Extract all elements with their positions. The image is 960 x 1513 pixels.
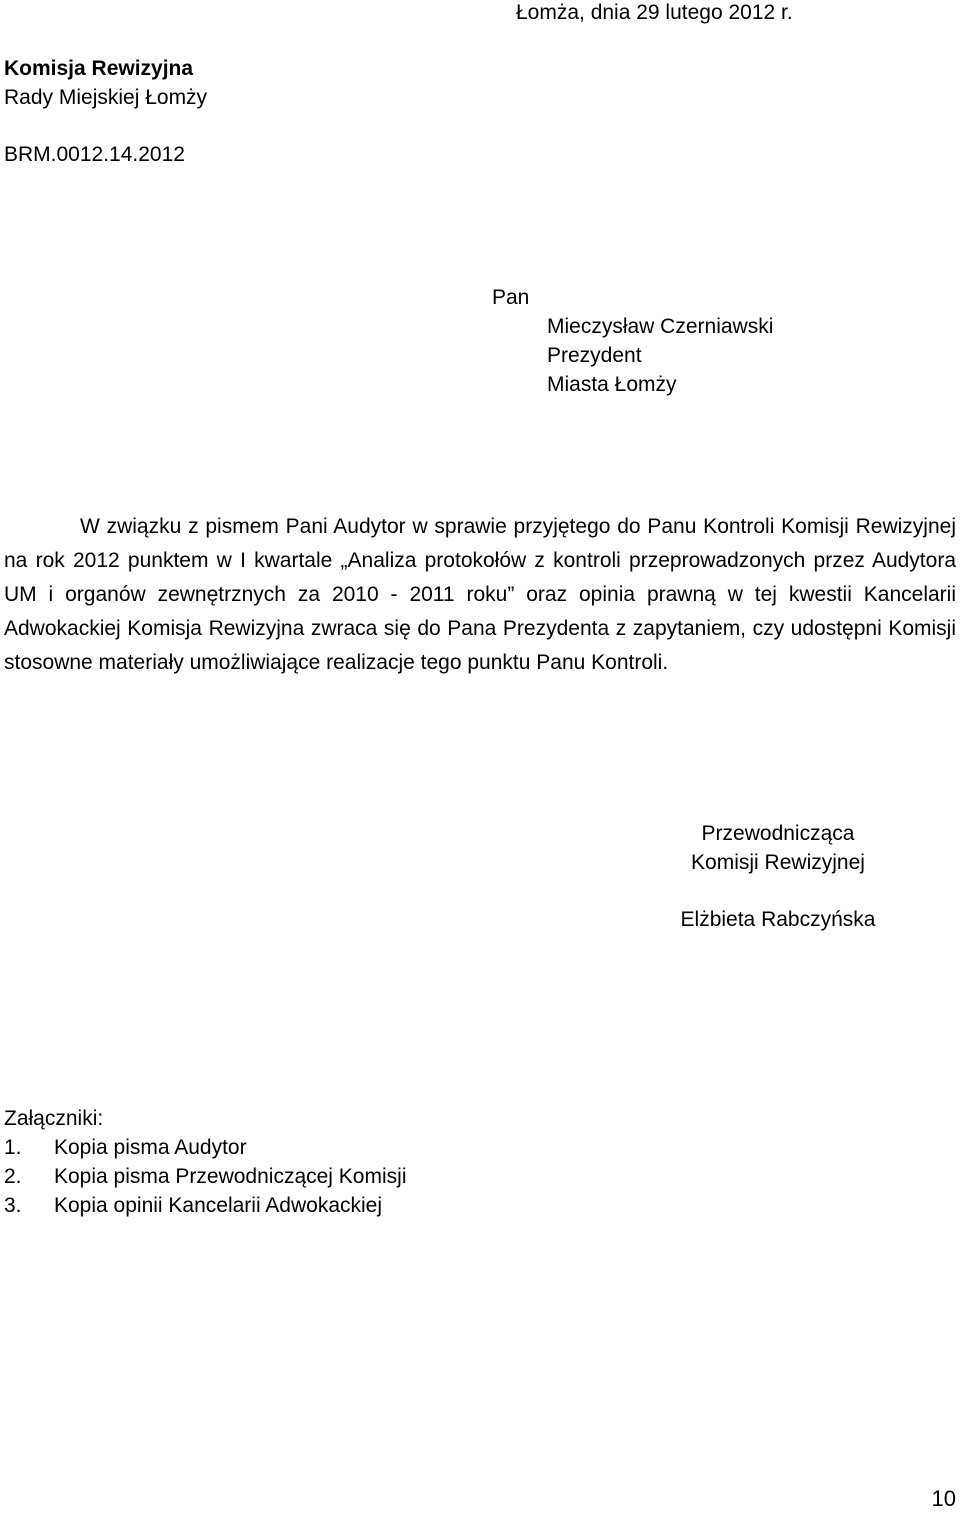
attachment-text: Kopia pisma Przewodniczącej Komisji xyxy=(54,1165,407,1188)
attachment-number: 2. xyxy=(4,1165,22,1188)
page-number: 10 xyxy=(931,1486,956,1511)
letter-body: W związku z pismem Pani Audytor w sprawie przyjętego do Panu Kontroli Komisji Rewizyjnej na rok 2012 punktem w I kwartale „Analiza protokołów z kontroli przeprowadzonych przez Audytora UM i organów zewnętrznych za 2010 - 2011 roku” oraz opinia prawną w tej kwestii Kancelarii Adwokackiej Komisja Rewizyjna zwraca się do Pana Prezydenta z zapytaniem, czy udostępni Komisji stosowne materiały umożliwiające realizacje tego punktu Panu Kontroli. xyxy=(4,515,956,674)
addressee-block xyxy=(492,283,773,399)
attachment-number: 1. xyxy=(4,1136,22,1159)
reference-number: BRM.0012.14.2012 xyxy=(4,143,185,166)
attachment-item xyxy=(4,1191,406,1220)
attachment-item xyxy=(4,1162,406,1191)
addressee-name: Mieczysław Czerniawski xyxy=(547,315,774,338)
attachment-text: Kopia pisma Audytor xyxy=(54,1136,247,1159)
signature-block xyxy=(662,819,894,934)
addressee-title: Prezydent xyxy=(547,344,642,367)
addressee-city: Miasta Łomży xyxy=(547,373,677,396)
attachment-item xyxy=(4,1133,406,1162)
addressee-salutation: Pan xyxy=(492,286,530,309)
sender-suborganization: Rady Miejskiej Łomży xyxy=(4,86,208,109)
sender-block xyxy=(4,54,207,112)
sender-organization: Komisja Rewizyjna xyxy=(4,57,194,80)
signature-role-line1: Przewodnicząca xyxy=(701,822,855,845)
attachments-list xyxy=(4,1133,406,1220)
signature-role-line2: Komisji Rewizyjnej xyxy=(691,851,865,874)
attachments-section xyxy=(4,1104,406,1220)
attachment-text: Kopia opinii Kancelarii Adwokackiej xyxy=(54,1194,383,1217)
attachments-heading: Załączniki: xyxy=(4,1107,104,1130)
signature-name: Elżbieta Rabczyńska xyxy=(680,908,876,931)
letter-date: Łomża, dnia 29 lutego 2012 r. xyxy=(516,1,793,24)
attachment-number: 3. xyxy=(4,1194,22,1217)
